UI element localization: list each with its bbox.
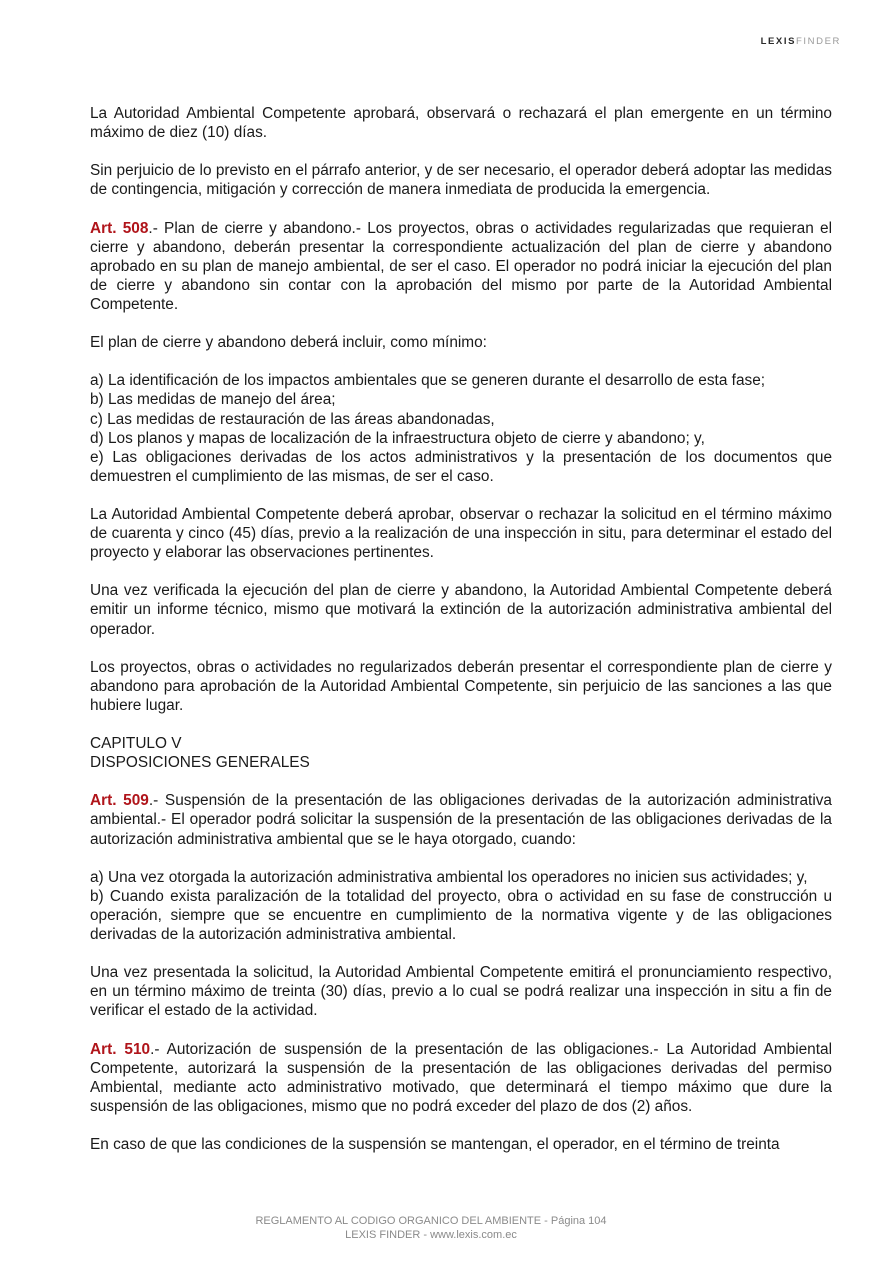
list-article-508	[90, 371, 832, 486]
page-footer	[0, 1214, 862, 1242]
list-item: c) Las medidas de restauración de las áreas abandonadas,	[90, 410, 495, 428]
list-item: a) La identificación de los impactos ambientales que se generen durante el desarrollo de esta fase;	[90, 372, 766, 390]
chapter-heading	[90, 734, 832, 772]
paragraph: En caso de que las condiciones de la suspensión se mantengan, el operador, en el término de treinta	[90, 1136, 780, 1154]
paragraph: La Autoridad Ambiental Competente aprobará, observará o rechazará el plan emergente en un término máximo de diez (10) días.	[90, 105, 832, 142]
brand-logo-light: FINDER	[796, 36, 841, 47]
list-article-509	[90, 868, 832, 944]
list-item: e) Las obligaciones derivadas de los actos administrativos y la presentación de los documentos que demuestren el cumplimiento de las mismas, de ser el caso.	[90, 448, 832, 485]
paragraph: La Autoridad Ambiental Competente deberá aprobar, observar o rechazar la solicitud en el término máximo de cuarenta y cinco (45) días, previo a la realización de una inspección in situ, para determinar el estado del proyecto y elaborar las observaciones pertinentes.	[90, 505, 832, 562]
article-509	[90, 791, 832, 848]
list-item: b) Cuando exista paralización de la totalidad del proyecto, obra o actividad en su fase de construcción u operación, siempre que se encuentre en cumplimiento de la normativa vigente y de las obligaciones derivadas de la autorización administrativa ambiental.	[90, 887, 832, 944]
list-item: b) Las medidas de manejo del área;	[90, 391, 336, 409]
paragraph: El plan de cierre y abandono deberá incluir, como mínimo:	[90, 334, 487, 352]
paragraph: Los proyectos, obras o actividades no regularizados deberán presentar el correspondiente plan de cierre y abandono para aprobación de la Autoridad Ambiental Competente, sin perjuicio de las sanciones a las que hubiere lugar.	[90, 658, 832, 714]
article-label: Art. 509	[90, 792, 149, 810]
chapter-number: CAPITULO V	[90, 735, 182, 753]
document-body	[90, 104, 832, 1154]
article-label: Art. 508	[90, 219, 149, 237]
article-text: .- Autorización de suspensión de la presentación de las obligaciones.- La Autoridad Ambiental Competente, autorizará la suspensión de la presentación de las obligaciones derivadas del permiso Ambiental, mediante acto administrativo motivado, que determinará el tiempo máximo que dure la suspensión de las obligaciones, mismo que no podrá exceder del plazo de dos (2) años.	[90, 1040, 832, 1115]
chapter-title: DISPOSICIONES GENERALES	[90, 754, 310, 772]
article-text: .- Suspensión de la presentación de las obligaciones derivadas de la autorización administrativa ambiental.- El operador podrá solicitar la suspensión de la presentación de las obligaciones derivadas de la autorización administrativa ambiental que se le haya otorgado, cuando:	[90, 792, 832, 848]
footer-site: LEXIS FINDER - www.lexis.com.ec	[345, 1229, 517, 1241]
brand-logo-bold: LEXIS	[760, 36, 797, 47]
paragraph: Una vez verificada la ejecución del plan de cierre y abandono, la Autoridad Ambiental Competente deberá emitir un informe técnico, mismo que motivará la extinción de la autorización administrativa ambiental del operador.	[90, 582, 832, 638]
paragraph: Una vez presentada la solicitud, la Autoridad Ambiental Competente emitirá el pronunciamiento respectivo, en un término máximo de treinta (30) días, previo a lo cual se podrá realizar una inspección in situ a fin de verificar el estado de la actividad.	[90, 964, 832, 1020]
article-508	[90, 219, 832, 314]
footer-document-title: REGLAMENTO AL CODIGO ORGANICO DEL AMBIENTE - Página 104	[255, 1215, 607, 1227]
article-label: Art. 510	[90, 1040, 151, 1058]
list-item: a) Una vez otorgada la autorización administrativa ambiental los operadores no inicien sus actividades; y,	[90, 868, 808, 886]
article-text: .- Plan de cierre y abandono.- Los proyectos, obras o actividades regularizadas que requieran el cierre y abandono, deberán presentar la correspondiente actualización del plan de cierre y abandono aprobado en su plan de manejo ambiental, de ser el caso. El operador no podrá iniciar la ejecución del plan de cierre y abandono sin contar con la aprobación del mismo por parte de la Autoridad Ambiental Competente.	[90, 219, 832, 313]
paragraph: Sin perjuicio de lo previsto en el párrafo anterior, y de ser necesario, el operador deberá adoptar las medidas de contingencia, mitigación y corrección de manera inmediata de producida la emergencia.	[90, 162, 832, 199]
brand-logo	[761, 36, 841, 47]
list-item: d) Los planos y mapas de localización de la infraestructura objeto de cierre y abandono; y,	[90, 429, 705, 447]
article-510	[90, 1040, 832, 1116]
